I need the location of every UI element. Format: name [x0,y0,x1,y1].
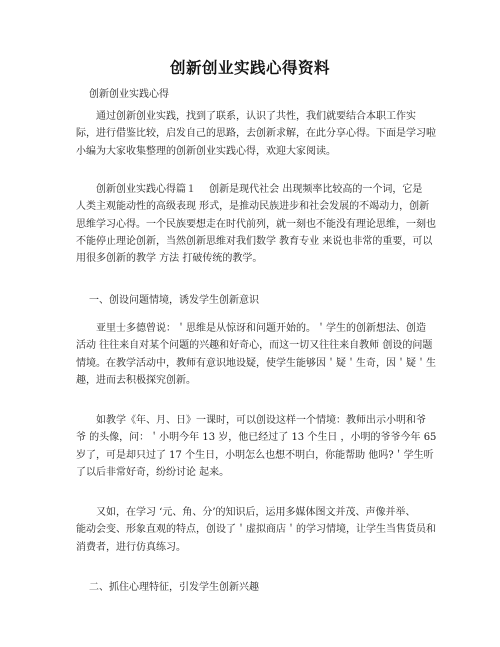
paragraph-line: 用很多创新的教学 方法 打破传统的教学。 [76,253,263,265]
paragraph-line: 趣，进而去积极探究创新。 [76,374,196,386]
paragraph-line: 活动 往往来自对某个问题的兴趣和好奇心，而这一切又往往来自教师 创设的问题 [76,340,433,352]
intro-paragraph [76,108,438,160]
paragraph-line: 亚里士多德曾说：＇思维是从惊讶和问题开始的。＇学生的创新想法、创造 [76,323,426,334]
paragraph-4 [76,504,438,556]
paragraph-line: 小编为大家收集整理的创新创业实践心得，欢迎大家阅读。 [76,145,336,157]
paragraph-line: 如教学《年、月、日》一课时，可以创设这样一个情境：教师出示小明和爷 [76,415,426,426]
section-heading-1: 一、创设问题情境，诱发学生创新意识 [89,295,259,306]
paragraph-line: 消费者，进行仿真练习。 [76,541,186,553]
paragraph-line: 思维学习心得。一个民族要想走在时代前列，就一刻也不能没有理论思维，一刻也 [76,218,436,230]
paragraph-3 [76,412,438,481]
paragraph-2 [76,320,438,389]
document-subtitle: 创新创业实践心得 [89,89,169,100]
section-heading-2: 二、抓住心理特征，引发学生创新兴趣 [89,582,259,593]
paragraph-line: 人类主观能动性的高级表现 形式，是推动民族进步和社会发展的不竭动力，创新 [76,201,430,213]
paragraph-line: 创新创业实践心得篇１ 创新是现代社会 出现频率比较高的一个词，它是 [76,184,423,195]
paragraph-line: 了以后非常好奇，纷纷讨论 起来。 [76,466,230,478]
paragraph-1 [76,181,438,267]
paragraph-line: 能动会变、形象直观的特点，创设了＇虚拟商店＇的学习情境，让学生当售货员和 [76,524,436,536]
paragraph-line: 际，进行借鉴比较，启发自己的思路，去创新求解，在此分享心得。下面是学习啦 [76,128,436,140]
paragraph-line: 爷 的头像，问：＇小明今年 13 岁，他已经过了 13 个生日 ，小明的爷爷今年 65 [76,432,437,444]
paragraph-line: 不能停止理论创新，当然创新思维对我们数学 教育专业 来说也非常的重要，可以 [76,235,433,247]
paragraph-line: 情境。在教学活动中，教师有意识地设疑，使学生能够因＇疑＇生奇，因＇疑＇生 [76,357,436,369]
paragraph-line: 岁了，可是却只过了 17 个生日，小明怎么也想不明白，你能帮助 他吗?＇学生听 [76,449,434,461]
paragraph-line: 又如，在学习 ‘元、角、分’的知识后，运用多媒体图文并茂、声像并举、 [76,507,416,518]
paragraph-line: 通过创新创业实践，找到了联系，认识了共性，我们就要结合本职工作实 [76,111,416,122]
document-title: 创新创业实践心得资料 [169,58,330,77]
